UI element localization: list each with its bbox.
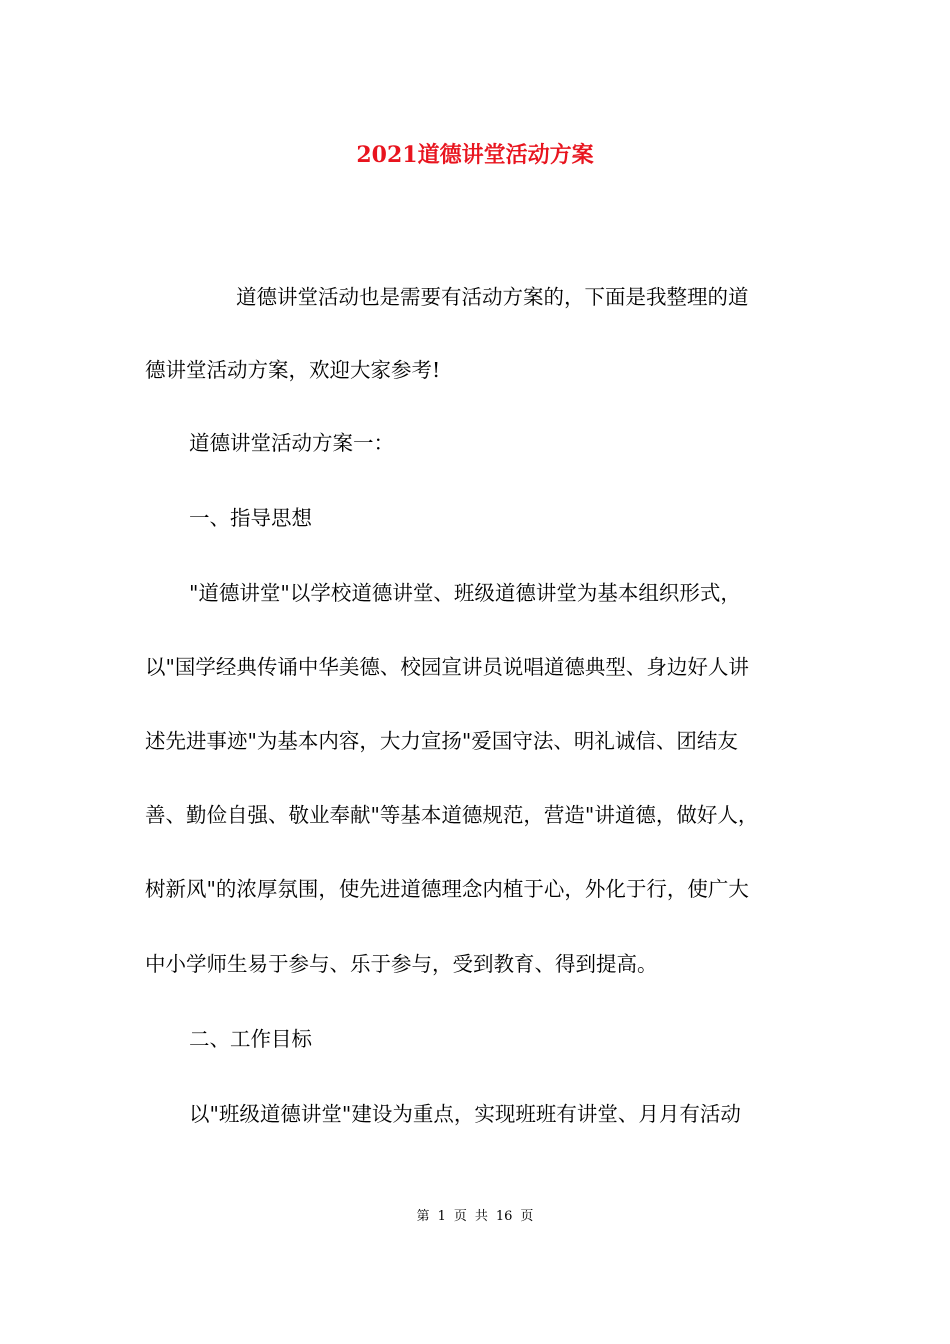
section-heading-guiding-ideology: 一、指导思想 [189,506,312,530]
paragraph-line-12: 以"班级道德讲堂"建设为重点，实现班班有讲堂、月月有活动 [189,1102,741,1126]
footer-current-page: 1 [437,1209,446,1224]
section-heading-plan-one: 道德讲堂活动方案一： [189,431,394,455]
paragraph-line-6: 以"国学经典传诵中华美德、校园宣讲员说唱道德典型、身边好人讲 [145,655,749,679]
footer-total-prefix: 共 [474,1209,488,1224]
paragraph-line-5: "道德讲堂"以学校道德讲堂、班级道德讲堂为基本组织形式， [189,581,741,605]
page-footer [0,1208,950,1226]
section-heading-work-goals: 二、工作目标 [189,1027,312,1051]
paragraph-line-2: 德讲堂活动方案，欢迎大家参考! [145,358,441,382]
footer-total-unit: 页 [520,1209,534,1224]
paragraph-line-8: 善、勤俭自强、敬业奉献"等基本道德规范，营造"讲道德，做好人， [145,803,759,827]
paragraph-line-1: 道德讲堂活动也是需要有活动方案的，下面是我整理的道 [236,285,749,309]
paragraph-line-9: 树新风"的浓厚氛围，使先进道德理念内植于心，外化于行，使广大 [145,877,749,901]
document-title: 2021道德讲堂活动方案 [356,142,594,168]
paragraph-line-7: 述先进事迹"为基本内容，大力宣扬"爱国守法、明礼诚信、团结友 [145,729,738,753]
footer-total-pages: 16 [495,1209,513,1224]
paragraph-line-10: 中小学师生易于参与、乐于参与，受到教育、得到提高。 [145,952,658,976]
footer-prefix: 第 [416,1209,430,1224]
footer-page-unit: 页 [453,1209,467,1224]
